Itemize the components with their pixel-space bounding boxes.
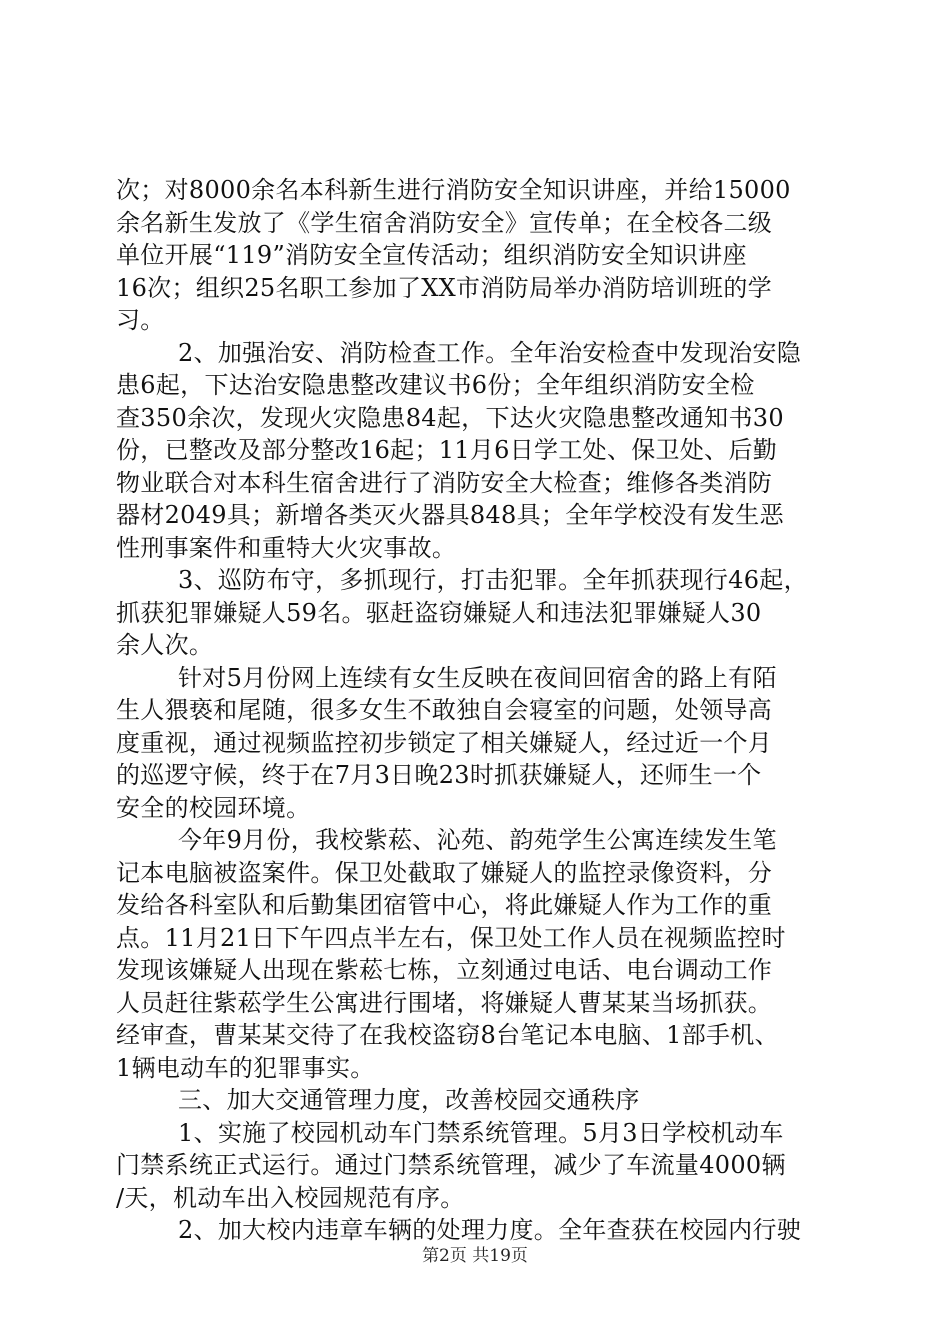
text-line: 次；对8000余名本科新生进行消防安全知识讲座，并给15000	[116, 176, 791, 204]
text-line: 今年9月份，我校紫菘、沁苑、韵苑学生公寓连续发生笔	[178, 826, 777, 854]
text-line: 查350余次，发现火灾隐患84起，下达火灾隐患整改通知书30	[116, 403, 784, 432]
text-line: 针对5月份网上连续有女生反映在夜间回宿舍的路上有陌	[178, 663, 777, 692]
text-line: 门禁系统正式运行。通过门禁系统管理，减少了车流量4000辆	[116, 1151, 786, 1179]
text-line: 16次；组织25名职工参加了XX市消防局举办消防培训班的学	[116, 273, 772, 302]
text-line: 人员赶往紫菘学生公寓进行围堵，将嫌疑人曹某某当场抓获。	[116, 988, 773, 1017]
text-line: 点。11月21日下午四点半左右，保卫处工作人员在视频监控时	[116, 923, 786, 952]
text-line: 器材2049具；新增各类灭火器具848具；全年学校没有发生恶	[116, 501, 784, 529]
text-line: 安全的校园环境。	[116, 793, 311, 822]
text-line: 生人猥亵和尾随，很多女生不敢独自会寝室的问题，处领导高	[116, 696, 773, 724]
text-line: 三、加大交通管理力度，改善校园交通秩序	[178, 1086, 640, 1114]
body-text	[116, 174, 838, 1247]
text-line: 份，已整改及部分整改16起；11月6日学工处、保卫处、后勤	[116, 436, 778, 464]
text-line: 记本电脑被盗案件。保卫处截取了嫌疑人的监控录像资料，分	[116, 858, 773, 887]
text-line: 单位开展“119”消防安全宣传活动；组织消防安全知识讲座	[116, 241, 747, 269]
text-line: 余人次。	[116, 631, 214, 659]
text-line: 2、加强治安、消防检查工作。全年治安检查中发现治安隐	[178, 338, 802, 367]
text-line: 发给各科室队和后勤集团宿管中心，将此嫌疑人作为工作的重	[116, 891, 773, 919]
text-line: 1辆电动车的犯罪事实。	[116, 1053, 375, 1082]
text-line: 2、加大校内违章车辆的处理力度。全年查获在校园内行驶	[178, 1216, 802, 1244]
text-line: 经审查，曹某某交待了在我校盗窃8台笔记本电脑、1部手机、	[116, 1021, 779, 1049]
text-line: 物业联合对本科生宿舍进行了消防安全大检查；维修各类消防	[116, 468, 773, 497]
text-line: 3、巡防布守，多抓现行，打击犯罪。全年抓获现行46起，	[178, 566, 808, 594]
text-line: 习。	[116, 306, 165, 334]
text-line: 性刑事案件和重特大火灾事故。	[116, 533, 457, 562]
text-line: 抓获犯罪嫌疑人59名。驱赶盗窃嫌疑人和违法犯罪嫌疑人30	[116, 598, 762, 627]
text-line: 发现该嫌疑人出现在紫菘七栋，立刻通过电话、电台调动工作	[116, 956, 773, 984]
text-line: 的巡逻守候，终于在7月3日晚23时抓获嫌疑人，还师生一个	[116, 761, 762, 789]
text-line: 度重视，通过视频监控初步锁定了相关嫌疑人，经过近一个月	[116, 728, 773, 757]
text-line: 1、实施了校园机动车门禁系统管理。5月3日学校机动车	[178, 1118, 784, 1147]
text-line: /天，机动车出入校园规范有序。	[116, 1183, 465, 1212]
text-line: 患6起，下达治安隐患整改建议书6份；全年组织消防安全检	[116, 371, 755, 399]
text-line: 余名新生发放了《学生宿舍消防安全》宣传单；在全校各二级	[116, 208, 773, 237]
page-footer: 第2页 共19页	[422, 1246, 528, 1266]
